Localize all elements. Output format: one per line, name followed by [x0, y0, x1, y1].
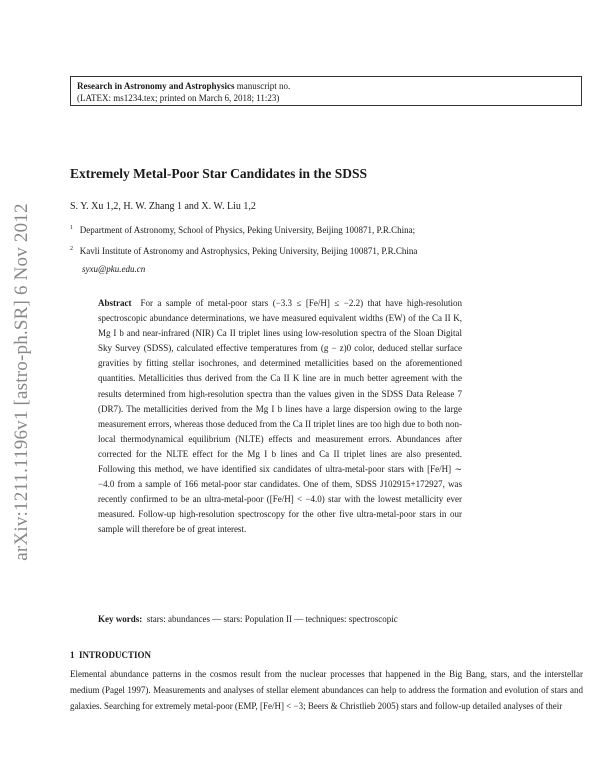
abstract-text: For a sample of metal-poor stars (−3.3 ≤ [Fe/H] ≤ −2.2) that have high-resolution spectroscopic abundance determinations, we have measured equivalent widths (EW) of the Ca II K, Mg I b and near-infrared (NIR) Ca II triplet lines using low-resolution spectra of the Sloan Digital Sky Survey (SDSS), calculated effective temperatures from (g − z)0 color, deduced stellar surface gravities by fitting stellar isochrones, and determined metallicities based on the aforementioned quantities. Metallicities thus derived from the Ca II K line are in much better agreement with the results determined from high-resolution spectra than the values given in the SDSS Data Release 7 (DR7). The metallicities derived from the Mg I b lines have a large dispersion owing to the large measurement errors, whereas those deduced from the Ca II triplet lines are too high due to both non-local thermodynamical equilibrium (NLTE) effects and measurement errors. Abundances after corrected for the NLTE effect for the Mg I b lines and Ca II triplet lines are also presented. Following this method, we have identified six candidates of ultra-metal-poor stars with [Fe/H] ∼ −4.0 from a sample of 166 metal-poor star candidates. One of them, SDSS J102915+172927, was recently confirmed to be an ultra-metal-poor ([Fe/H] < −4.0) star with the lowest metallicity ever measured. Follow-up high-resolution spectroscopy for the other five ultra-metal-poor stars in our sample will therefore be of great interest.	[98, 298, 462, 535]
affiliation-2-text: Kavli Institute of Astronomy and Astrophysics, Peking University, Beijing 100871, P.R.China	[79, 246, 418, 256]
author-email[interactable]: syxu@pku.edu.cn	[82, 264, 146, 274]
section-title: INTRODUCTION	[79, 650, 152, 660]
arxiv-identifier-stamp[interactable]: arXiv:1211.1196v1 [astro-ph.SR] 6 Nov 2012	[11, 203, 32, 561]
affiliation-1-number: 1	[70, 225, 73, 231]
affiliation-1	[70, 225, 415, 235]
keywords-text: stars: abundances — stars: Population II — techniques: spectroscopic	[146, 614, 398, 624]
abstract-block	[98, 296, 462, 538]
latex-print-info: (LATEX: ms1234.tex; printed on March 6, 2018; 11:23)	[77, 93, 280, 103]
affiliation-2	[70, 246, 417, 256]
keywords-label: Key words:	[98, 614, 143, 624]
keywords-line	[98, 614, 398, 624]
affiliation-1-text: Department of Astronomy, School of Physics, Peking University, Beijing 100871, P.R.China;	[79, 225, 416, 235]
affiliation-2-number: 2	[70, 246, 73, 252]
introduction-paragraph: Elemental abundance patterns in the cosmos result from the nuclear processes that happened in the Big Bang, stars, and the interstellar medium (Pagel 1997). Measurements and analyses of stellar element abundances can help to address the formation and evolution of stars and galaxies. Searching for extremely metal-poor (EMP, [Fe/H] < −3; Beers & Christlieb 2005) stars and follow-up detailed analyses of their	[70, 669, 583, 711]
section-number: 1	[70, 650, 75, 660]
paper-title: Extremely Metal-Poor Star Candidates in the SDSS	[70, 166, 367, 181]
journal-name: Research in Astronomy and Astrophysics	[77, 81, 235, 91]
author-list: S. Y. Xu 1,2, H. W. Zhang 1 and X. W. Liu 1,2	[70, 201, 256, 212]
manuscript-label: manuscript no.	[234, 81, 291, 91]
manuscript-header-box	[70, 76, 582, 106]
abstract-label: Abstract	[98, 298, 132, 308]
section-heading	[70, 650, 151, 660]
